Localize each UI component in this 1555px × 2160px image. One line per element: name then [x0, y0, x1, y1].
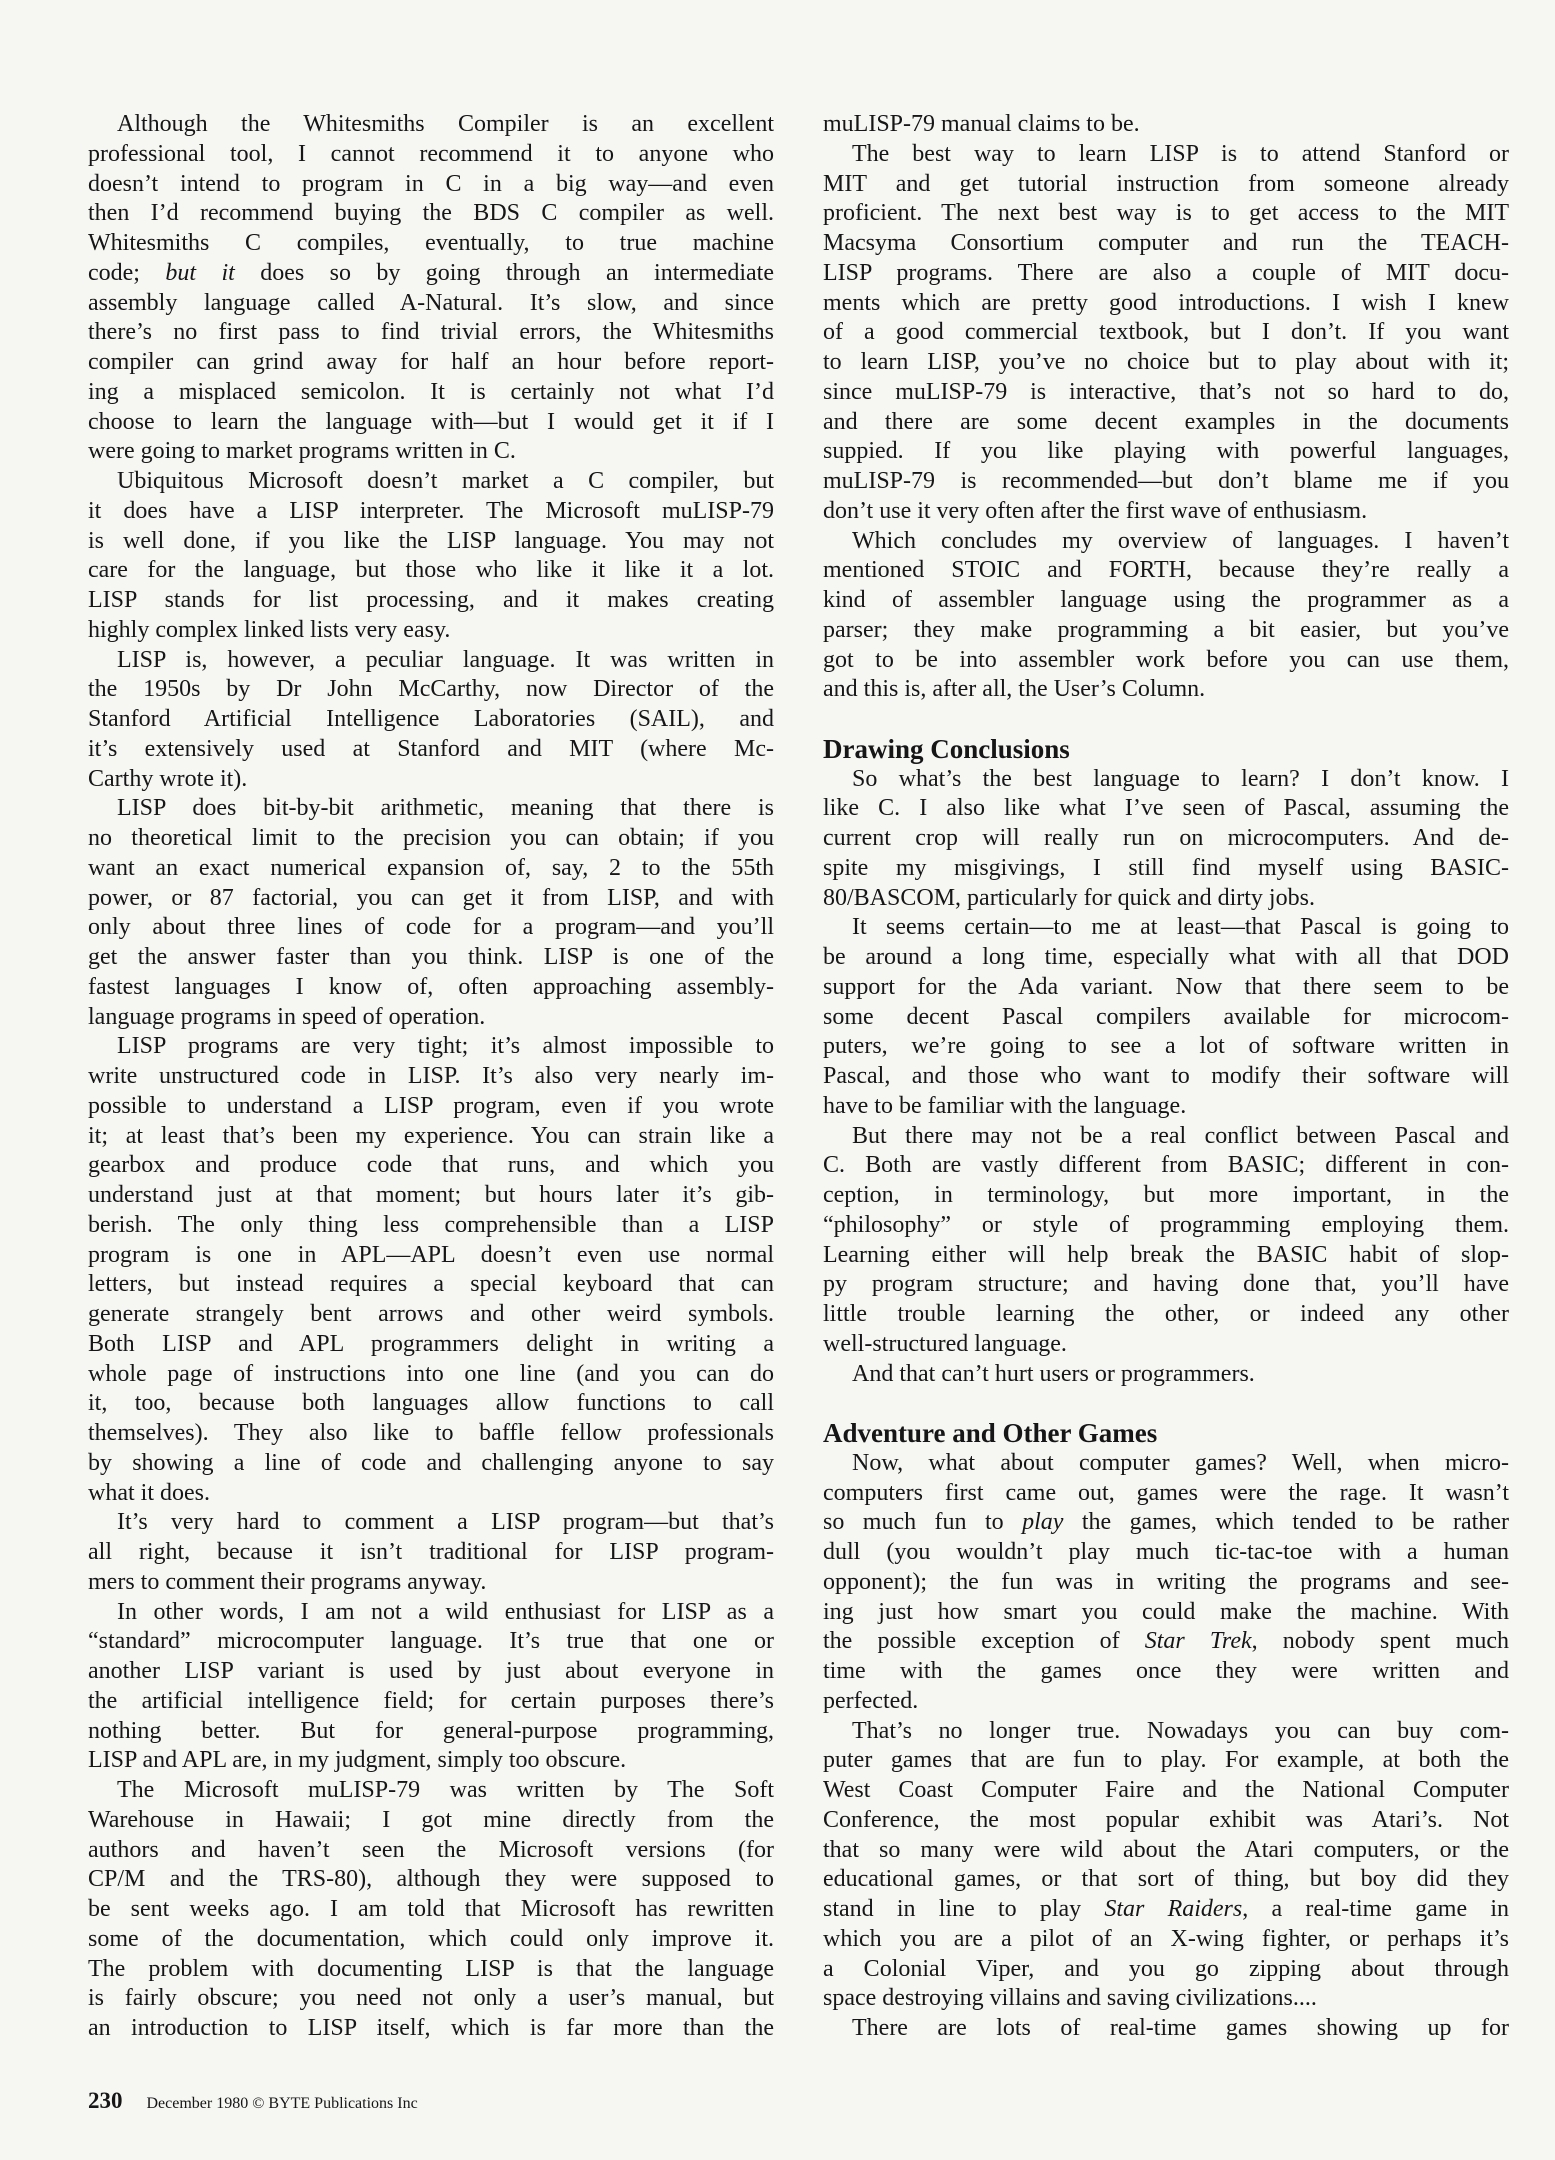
- text-line: West Coast Computer Faire and the National Computer: [823, 1777, 1509, 1803]
- text-line: support for the Ada variant. Now that there seem to be: [823, 973, 1509, 1000]
- text-line: ing just how smart you could make the machine. With: [823, 1598, 1509, 1625]
- text-line: Learning either will help break the BASIC habit of slop-: [823, 1241, 1509, 1268]
- text-line: time with the games once they were written and: [823, 1658, 1509, 1684]
- text-line: then I’d recommend buying the BDS C compiler as well.: [88, 200, 774, 227]
- text-segment: stand in line to play: [823, 1896, 1105, 1922]
- text-line: [823, 1627, 1509, 1657]
- text-line: Carthy wrote it).: [88, 765, 248, 792]
- section-heading: Adventure and Other Games: [823, 1419, 1158, 1448]
- text-line: it, too, because both languages allow functions to call: [88, 1390, 774, 1417]
- text-line: Both LISP and APL programmers delight in writing a: [88, 1330, 774, 1357]
- text-line: authors and haven’t seen the Microsoft versions (for: [88, 1836, 774, 1863]
- text-line: MIT and get tutorial instruction from someone already: [823, 170, 1509, 197]
- text-line: ments which are pretty good introductions. I wish I knew: [823, 289, 1509, 316]
- text-line: kind of assembler language using the programmer as a: [823, 587, 1509, 613]
- italic-text: Star Raiders: [1104, 1896, 1243, 1922]
- text-line: that so many were wild about the Atari computers, or the: [823, 1836, 1509, 1863]
- text-line: power, or 87 factorial, you can get it from LISP, and with: [88, 884, 774, 911]
- text-line: educational games, or that sort of thing, but boy did they: [823, 1866, 1509, 1893]
- text-line: professional tool, I cannot recommend it to anyone who: [88, 140, 774, 167]
- text-line: There are lots of real-time games showing up for: [852, 2015, 1509, 2041]
- text-line: fastest languages I know of, often approaching assembly-: [88, 973, 774, 1000]
- page-number: 230: [88, 2088, 123, 2113]
- text-line: space destroying villains and saving civilizations....: [823, 1985, 1317, 2012]
- blank-line: [823, 1389, 1509, 1419]
- text-line: possible to understand a LISP program, even if you wrote: [88, 1092, 774, 1119]
- left-column: [88, 110, 774, 2044]
- text-line: be around a long time, especially what with all that DOD: [823, 944, 1509, 970]
- text-segment: the games, which tended to be rather: [1063, 1509, 1509, 1536]
- text-line: Conference, the most popular exhibit was Atari’s. Not: [823, 1806, 1509, 1833]
- text-line: computers first came out, games were the rage. It wasn’t: [823, 1479, 1509, 1506]
- text-line: “standard” microcomputer language. It’s true that one or: [88, 1628, 774, 1655]
- text-line: The problem with documenting LISP is that the language: [88, 1955, 774, 1982]
- text-line: Macsyma Consortium computer and run the TEACH-: [823, 230, 1509, 256]
- text-line: parser; they make programming a bit easier, but you’ve: [823, 616, 1509, 643]
- text-line: want an exact numerical expansion of, say, 2 to the 55th: [88, 854, 774, 881]
- text-line: write unstructured code in LISP. It’s also very nearly im-: [88, 1063, 774, 1089]
- text-line: LISP is, however, a peculiar language. It was written in: [117, 646, 774, 673]
- text-line: and this is, after all, the User’s Column.: [823, 676, 1206, 703]
- italic-text: but it: [165, 259, 235, 286]
- text-line: C. Both are vastly different from BASIC; different in con-: [823, 1152, 1509, 1179]
- text-line: 80/BASCOM, particularly for quick and dirty jobs.: [823, 884, 1315, 911]
- text-line: spite my misgivings, I still find myself using BASIC-: [823, 854, 1509, 881]
- text-line: Whitesmiths C compiles, eventually, to true machine: [88, 230, 774, 256]
- text-segment: so much fun to: [823, 1509, 1023, 1536]
- text-line: ception, in terminology, but more important, in the: [823, 1182, 1509, 1208]
- text-line: nothing better. But for general-purpose programming,: [88, 1717, 774, 1744]
- text-line: muLISP-79 is recommended—but don’t blame me if you: [823, 468, 1509, 494]
- text-line: all right, because it isn’t traditional for LISP program-: [88, 1539, 774, 1565]
- text-line: suppied. If you like playing with powerful languages,: [823, 438, 1509, 465]
- text-line: ing a misplaced semicolon. It is certainly not what I’d: [88, 378, 774, 405]
- text-line: by showing a line of code and challenging anyone to say: [88, 1449, 774, 1476]
- text-line: program is one in APL—APL doesn’t even use normal: [88, 1241, 774, 1268]
- text-line: gearbox and produce code that runs, and which you: [88, 1152, 774, 1179]
- text-line: It’s very hard to comment a LISP program—but that’s: [117, 1509, 774, 1536]
- italic-text: Star Trek: [1144, 1628, 1252, 1655]
- right-column: [823, 110, 1509, 2044]
- text-line: whole page of instructions into one line (and you can do: [88, 1360, 774, 1387]
- text-segment: the possible exception of: [823, 1628, 1145, 1655]
- text-line: themselves). They also like to baffle fellow professionals: [88, 1420, 774, 1446]
- text-line: an introduction to LISP itself, which is far more than the: [88, 2015, 774, 2041]
- text-line: current crop will really run on microcomputers. And de-: [823, 825, 1509, 851]
- text-line: the 1950s by Dr John McCarthy, now Director of the: [88, 676, 774, 703]
- text-line: “philosophy” or style of programming employing them.: [823, 1211, 1509, 1238]
- text-line: another LISP variant is used by just about everyone in: [88, 1658, 774, 1684]
- text-line: proficient. The next best way is to get access to the MIT: [823, 200, 1509, 227]
- text-line: is fairly obscure; you need not only a user’s manual, but: [88, 1985, 774, 2012]
- text-line: py program structure; and having done that, you’ll have: [823, 1271, 1509, 1298]
- text-line: since muLISP-79 is interactive, that’s not so hard to do,: [823, 378, 1509, 405]
- text-line: The Microsoft muLISP-79 was written by The Soft: [117, 1777, 774, 1803]
- text-segment: does so by going through an intermediate: [234, 259, 774, 286]
- text-line: highly complex linked lists very easy.: [88, 616, 451, 643]
- text-line: some of the documentation, which could only improve it.: [88, 1925, 774, 1952]
- text-line: there’s no first pass to find trivial errors, the Whitesmiths: [88, 319, 774, 346]
- text-line: only about three lines of code for a program—and you’ll: [88, 914, 774, 941]
- text-line: LISP programs. There are also a couple of MIT docu-: [823, 259, 1509, 286]
- text-line: mentioned STOIC and FORTH, because they’re really a: [823, 557, 1509, 584]
- text-line: And that can’t hurt users or programmers.: [852, 1360, 1255, 1387]
- text-line: is well done, if you like the LISP language. You may not: [88, 527, 774, 554]
- text-line: little trouble learning the other, or indeed any other: [823, 1301, 1509, 1327]
- text-line: the artificial intelligence field; for certain purposes there’s: [88, 1687, 774, 1714]
- text-line: So what’s the best language to learn? I don’t know. I: [852, 765, 1509, 792]
- text-line: it does have a LISP interpreter. The Microsoft muLISP-79: [88, 497, 774, 524]
- italic-text: play: [1022, 1509, 1064, 1536]
- text-line: of a good commercial textbook, but I don’t. If you want: [823, 319, 1509, 346]
- text-line: But there may not be a real conflict between Pascal and: [852, 1122, 1509, 1149]
- text-line: doesn’t intend to program in C in a big way—and even: [88, 170, 774, 197]
- text-segment: , a real-time game in: [1242, 1896, 1509, 1922]
- text-line: language programs in speed of operation.: [88, 1003, 486, 1030]
- text-line: understand just at that moment; but hours later it’s gib-: [88, 1182, 774, 1208]
- text-line: have to be familiar with the language.: [823, 1092, 1187, 1119]
- text-line: Now, what about computer games? Well, when micro-: [852, 1449, 1509, 1476]
- text-line: no theoretical limit to the precision you can obtain; if you: [88, 825, 774, 851]
- text-line: opponent); the fun was in writing the programs and see-: [823, 1568, 1509, 1595]
- text-line: Stanford Artificial Intelligence Laboratories (SAIL), and: [88, 706, 774, 732]
- text-line: CP/M and the TRS-80), although they were supposed to: [88, 1866, 774, 1893]
- text-line: perfected.: [823, 1687, 919, 1714]
- text-line: get the answer faster than you think. LISP is one of the: [88, 944, 774, 970]
- text-line: In other words, I am not a wild enthusiast for LISP as a: [117, 1598, 774, 1625]
- text-line: be sent weeks ago. I am told that Microsoft has rewritten: [88, 1896, 774, 1922]
- text-line: Although the Whitesmiths Compiler is an excellent: [117, 111, 774, 137]
- text-line: mers to comment their programs anyway.: [88, 1568, 487, 1595]
- text-line: which you are a pilot of an X-wing fighter, or perhaps it’s: [823, 1925, 1509, 1952]
- text-line: dull (you wouldn’t play much tic-tac-toe with a human: [823, 1539, 1509, 1565]
- text-line: letters, but instead requires a special keyboard that can: [88, 1271, 774, 1298]
- text-line: LISP programs are very tight; it’s almost impossible to: [117, 1033, 774, 1060]
- text-line: LISP does bit-by-bit arithmetic, meaning that there is: [117, 795, 774, 822]
- blank-line: [823, 705, 1509, 735]
- section-heading: Drawing Conclusions: [823, 734, 1070, 764]
- text-line: LISP stands for list processing, and it makes creating: [88, 587, 774, 613]
- text-line: some decent Pascal compilers available for microcom-: [823, 1003, 1509, 1030]
- text-line: Warehouse in Hawaii; I got mine directly from the: [88, 1806, 774, 1833]
- text-line: it; at least that’s been my experience. You can strain like a: [88, 1122, 774, 1149]
- text-line: a Colonial Viper, and you go zipping about through: [823, 1955, 1509, 1982]
- text-line: muLISP-79 manual claims to be.: [823, 111, 1140, 137]
- text-line: to learn LISP, you’ve no choice but to play about with it;: [823, 349, 1509, 375]
- text-line: and there are some decent examples in the documents: [823, 408, 1509, 435]
- text-line: don’t use it very often after the first wave of enthusiasm.: [823, 497, 1368, 524]
- text-line: Ubiquitous Microsoft doesn’t market a C compiler, but: [117, 468, 774, 494]
- text-line: The best way to learn LISP is to attend Stanford or: [852, 140, 1509, 167]
- text-line: LISP and APL are, in my judgment, simply too obscure.: [88, 1747, 627, 1774]
- text-line: assembly language called A-Natural. It’s slow, and since: [88, 289, 774, 316]
- text-segment: code;: [88, 259, 166, 286]
- text-segment: , nobody spent much: [1251, 1628, 1509, 1655]
- text-line: [88, 259, 774, 289]
- text-line: compiler can grind away for half an hour before report-: [88, 349, 774, 375]
- text-line: [823, 1895, 1509, 1925]
- text-line: got to be into assembler work before you can use them,: [823, 646, 1509, 673]
- text-line: Pascal, and those who want to modify their software will: [823, 1063, 1509, 1089]
- text-line: what it does.: [88, 1479, 210, 1506]
- text-line: puter games that are fun to play. For example, at both the: [823, 1747, 1509, 1774]
- text-line: Which concludes my overview of languages. I haven’t: [852, 527, 1509, 554]
- text-line: like C. I also like what I’ve seen of Pascal, assuming the: [823, 795, 1509, 822]
- text-line: puters, we’re going to see a lot of software written in: [823, 1033, 1509, 1060]
- text-line: well-structured language.: [823, 1330, 1067, 1357]
- text-line: That’s no longer true. Nowadays you can buy com-: [852, 1717, 1509, 1744]
- text-line: [823, 1508, 1509, 1538]
- text-line: generate strangely bent arrows and other weird symbols.: [88, 1301, 774, 1327]
- page-footer: [88, 2088, 418, 2114]
- publication-credit: December 1980 © BYTE Publications Inc: [146, 2095, 418, 2112]
- text-line: care for the language, but those who like it like it a lot.: [88, 557, 774, 584]
- text-line: were going to market programs written in C.: [88, 438, 516, 465]
- text-line: it’s extensively used at Stanford and MIT (where Mc-: [88, 735, 774, 762]
- text-line: choose to learn the language with—but I would get it if I: [88, 408, 774, 435]
- text-line: It seems certain—to me at least—that Pascal is going to: [852, 914, 1509, 941]
- text-line: berish. The only thing less comprehensible than a LISP: [88, 1211, 774, 1238]
